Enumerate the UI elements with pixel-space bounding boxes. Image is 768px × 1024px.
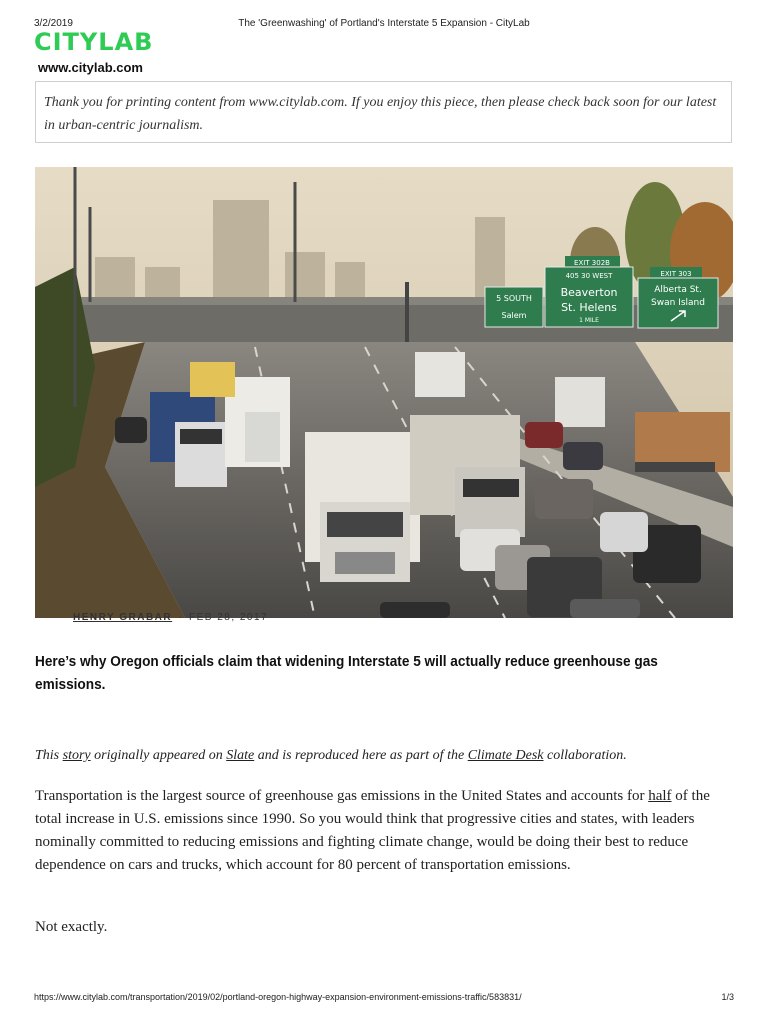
truck-large-white: [305, 432, 420, 582]
sign-west-city2-text: St. Helens: [561, 301, 617, 314]
intro-text-2: originally appeared on: [90, 748, 227, 763]
print-footer-url: https://www.citylab.com/transportation/2019/02/portland-oregon-highway-expansion-environment-emissions-traffic/583831/: [34, 992, 522, 1002]
sign-south-city-text: Salem: [501, 311, 527, 320]
hero-image-highway-traffic: [35, 167, 733, 618]
highway-illustration: [35, 167, 733, 618]
half-link[interactable]: half: [648, 788, 672, 804]
byline: [73, 612, 268, 624]
story-link[interactable]: story: [62, 748, 91, 763]
citylab-logo[interactable]: CITYLAB: [34, 28, 154, 56]
publish-date: FEB 28, 2017: [188, 612, 269, 623]
sign-east-exit-text: EXIT 303: [660, 270, 692, 278]
sign-south-exit-text: 5 SOUTH: [496, 294, 532, 303]
paragraph-1-text-2: of the total increase in U.S. emissions since 1990. So you would think that progressive cities and states, with leaders nominally committed to reducing emissions and fighting climate change, would be doing their best to reduce dependence on cars and trucks, which account for 80 percent of transportation emissions.: [35, 788, 710, 873]
print-date: 3/2/2019: [34, 18, 73, 29]
author-link[interactable]: HENRY GRABAR: [73, 612, 173, 623]
intro-note: [35, 746, 735, 766]
sign-west-dist-text: 1 MILE: [579, 317, 599, 324]
article-dek: Here’s why Oregon officials claim that widening Interstate 5 will actually reduce greenhouse gas emissions.: [35, 654, 658, 693]
sign-west-route-text: 405 30 WEST: [565, 272, 613, 280]
climate-desk-link[interactable]: Climate Desk: [467, 748, 544, 763]
print-page-title: The 'Greenwashing' of Portland's Interstate 5 Expansion - CityLab: [238, 18, 530, 29]
intro-text-4: collaboration.: [543, 748, 627, 763]
byline-separator: ·: [178, 612, 183, 623]
intro-text-1: This: [35, 748, 63, 763]
article-paragraph-2: Not exactly.: [35, 919, 108, 935]
sign-east-city2-text: Swan Island: [651, 298, 705, 308]
print-page-number: 1/3: [721, 992, 734, 1002]
truck-flatbed-lumber: [635, 412, 730, 472]
sign-i5-south: [485, 287, 543, 327]
slate-link[interactable]: Slate: [226, 748, 255, 763]
sign-west-city1-text: Beaverton: [560, 286, 618, 299]
sign-west-exit-text: EXIT 302B: [574, 259, 610, 267]
article-paragraph-1: [35, 785, 735, 877]
print-notice-box: Thank you for printing content from www.citylab.com. If you enjoy this piece, then please check back soon for our latest in urban-centric journalism.: [35, 81, 732, 143]
site-url[interactable]: www.citylab.com: [38, 60, 143, 75]
intro-text-3: and is reproduced here as part of the: [254, 748, 468, 763]
paragraph-1-text-1: Transportation is the largest source of greenhouse gas emissions in the United States and accounts for: [35, 788, 649, 804]
overpass-bridge: [75, 302, 733, 342]
sign-beaverton: [545, 256, 633, 327]
sign-east-city1-text: Alberta St.: [654, 285, 702, 295]
